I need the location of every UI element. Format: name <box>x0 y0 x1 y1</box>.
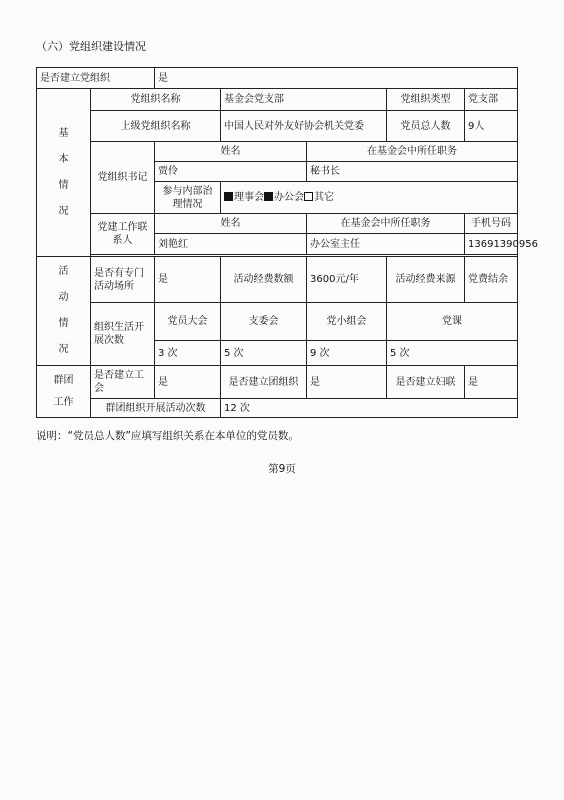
league-value: 是 <box>307 366 387 399</box>
secretary-name-header: 姓名 <box>155 142 307 162</box>
secretary-label: 党组织书记 <box>91 142 155 214</box>
governance-checkbox-icon <box>304 192 313 201</box>
union-value: 是 <box>155 366 221 399</box>
secretary-name: 贾伶 <box>155 162 307 182</box>
mass-count-label: 群团组织开展活动次数 <box>91 399 221 418</box>
section-title: （六）党组织建设情况 <box>36 40 146 53</box>
league-label: 是否建立团组织 <box>221 366 307 399</box>
meeting-count-group-meeting: 9 次 <box>307 341 387 366</box>
funds-value: 3600元/年 <box>307 257 387 303</box>
contact-position: 办公室主任 <box>307 234 465 255</box>
governance-checkbox-icon <box>264 192 273 201</box>
mass-side-label: 群团 工作 <box>37 366 91 418</box>
union-label: 是否建立工会 <box>91 366 155 399</box>
meetings-label: 组织生活开展次数 <box>91 303 155 366</box>
meeting-count-branch-committee: 5 次 <box>221 341 307 366</box>
table-note: 说明：“党员总人数”应填写组织关系在本单位的党员数。 <box>36 430 299 442</box>
contact-position-header: 在基金会中所任职务 <box>307 214 465 234</box>
party-organization-table <box>36 67 538 418</box>
contact-name-header: 姓名 <box>155 214 307 234</box>
venue-value: 是 <box>155 257 221 303</box>
contact-name: 刘艳红 <box>155 234 307 255</box>
governance-options: 理事会 办公会 其它 <box>221 182 518 214</box>
meeting-type-branch-committee: 支委会 <box>221 303 307 341</box>
basic-side-label: 基 本 情 况 <box>37 89 91 257</box>
established-label: 是否建立党组织 <box>37 68 155 89</box>
secretary-position-header: 在基金会中所任职务 <box>307 142 518 162</box>
contact-phone: 13691390956 <box>465 234 518 255</box>
meeting-type-party-lecture: 党课 <box>387 303 518 341</box>
meeting-count-party-congress: 3 次 <box>155 341 221 366</box>
venue-label: 是否有专门活动场所 <box>91 257 155 303</box>
parent-org-label: 上级党组织名称 <box>91 111 221 142</box>
mass-count-value: 12 次 <box>221 399 518 418</box>
meeting-type-party-congress: 党员大会 <box>155 303 221 341</box>
contact-label: 党建工作联系人 <box>91 214 155 255</box>
governance-label: 参与内部治理情况 <box>155 182 221 214</box>
established-value: 是 <box>155 68 518 89</box>
meeting-type-group-meeting: 党小组会 <box>307 303 387 341</box>
funds-label: 活动经费数额 <box>221 257 307 303</box>
org-name-value: 基金会党支部 <box>221 89 387 111</box>
member-count-label: 党员总人数 <box>387 111 465 142</box>
page-number: 第9页 <box>268 463 296 475</box>
member-count-value: 9人 <box>465 111 518 142</box>
women-label: 是否建立妇联 <box>387 366 465 399</box>
secretary-position: 秘书长 <box>307 162 518 182</box>
org-name-label: 党组织名称 <box>91 89 221 111</box>
activity-side-label: 活 动 情 况 <box>37 257 91 366</box>
org-type-label: 党组织类型 <box>387 89 465 111</box>
governance-checkbox-icon <box>224 192 233 201</box>
source-label: 活动经费来源 <box>387 257 465 303</box>
women-value: 是 <box>465 366 518 399</box>
source-value: 党费结余 <box>465 257 518 303</box>
phone-header: 手机号码 <box>465 214 518 234</box>
parent-org-value: 中国人民对外友好协会机关党委 <box>221 111 387 142</box>
org-type-value: 党支部 <box>465 89 518 111</box>
meeting-count-party-lecture: 5 次 <box>387 341 518 366</box>
